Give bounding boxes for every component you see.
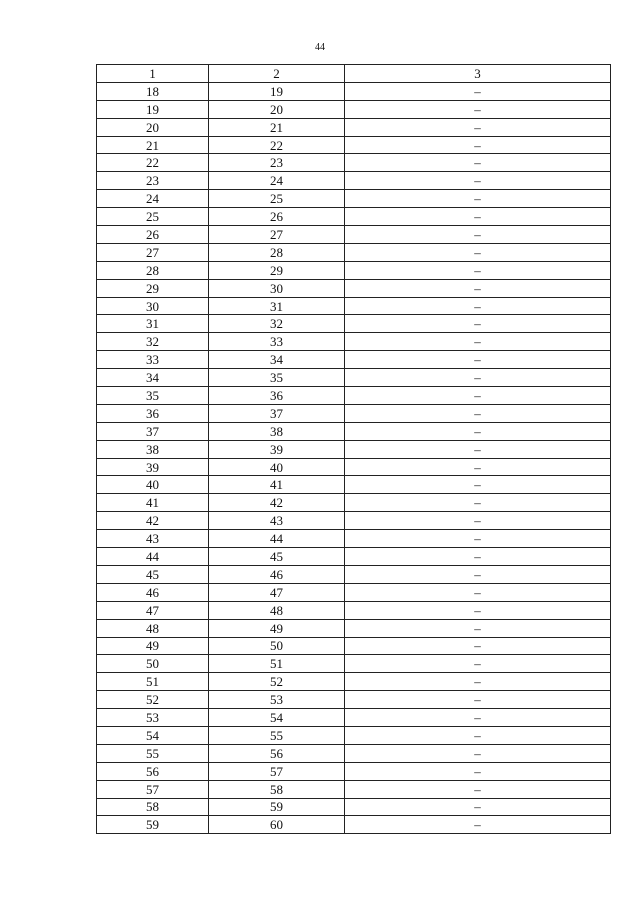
table-row [97,333,611,351]
table-cell-col1: 40 [97,476,209,494]
table-cell-col2: 52 [209,673,345,691]
table-cell-col1: 52 [97,691,209,709]
table-cell-col1: 31 [97,315,209,333]
table-cell-col1: 34 [97,369,209,387]
table-cell-col3: – [345,780,611,798]
table-row [97,172,611,190]
table-cell-col2: 39 [209,440,345,458]
table-cell-col2: 37 [209,404,345,422]
table-cell-col1: 42 [97,512,209,530]
table-row [97,601,611,619]
table-cell-col3: – [345,154,611,172]
table-cell-col1: 28 [97,261,209,279]
table-cell-col2: 24 [209,172,345,190]
table-row [97,387,611,405]
table-row [97,440,611,458]
table-cell-col2: 29 [209,261,345,279]
table-cell-col2: 40 [209,458,345,476]
table-row [97,726,611,744]
table-row [97,118,611,136]
table-cell-col1: 35 [97,387,209,405]
table-cell-col3: – [345,548,611,566]
table-cell-col2: 34 [209,351,345,369]
table-row [97,691,611,709]
table-cell-col2: 33 [209,333,345,351]
table-cell-col1: 41 [97,494,209,512]
table-row [97,100,611,118]
table-cell-col3: – [345,440,611,458]
table-row [97,709,611,727]
table-cell-col3: – [345,458,611,476]
table-cell-col1: 58 [97,798,209,816]
table-cell-col3: – [345,637,611,655]
table-cell-col2: 36 [209,387,345,405]
table-cell-col2: 28 [209,243,345,261]
table-cell-col2: 58 [209,780,345,798]
table-row [97,297,611,315]
table-cell-col3: – [345,655,611,673]
column-header: 1 [97,65,209,83]
table-cell-col3: – [345,762,611,780]
table-row [97,226,611,244]
table-cell-col3: – [345,744,611,762]
table-cell-col2: 46 [209,565,345,583]
table-cell-col1: 51 [97,673,209,691]
table-cell-col1: 55 [97,744,209,762]
table-cell-col3: – [345,387,611,405]
table-row [97,404,611,422]
table-cell-col3: – [345,82,611,100]
table-cell-col1: 44 [97,548,209,566]
table-cell-col3: – [345,422,611,440]
table-cell-col3: – [345,709,611,727]
table-row [97,82,611,100]
table-cell-col3: – [345,351,611,369]
table-row [97,136,611,154]
table-cell-col2: 27 [209,226,345,244]
table-cell-col3: – [345,100,611,118]
table-cell-col2: 23 [209,154,345,172]
table-cell-col1: 18 [97,82,209,100]
table-cell-col3: – [345,816,611,834]
table-row [97,780,611,798]
table-cell-col2: 26 [209,208,345,226]
table-cell-col1: 30 [97,297,209,315]
table-row [97,154,611,172]
table-cell-col1: 26 [97,226,209,244]
table-row [97,261,611,279]
table-cell-col1: 59 [97,816,209,834]
table-cell-col2: 47 [209,583,345,601]
table-cell-col2: 54 [209,709,345,727]
table-cell-col2: 53 [209,691,345,709]
table-cell-col1: 50 [97,655,209,673]
table-cell-col1: 23 [97,172,209,190]
table-cell-col3: – [345,494,611,512]
table-row [97,762,611,780]
table-cell-col3: – [345,512,611,530]
column-header: 2 [209,65,345,83]
table-cell-col1: 21 [97,136,209,154]
table-row [97,315,611,333]
table-cell-col2: 25 [209,190,345,208]
table-cell-col2: 19 [209,82,345,100]
table-cell-col1: 48 [97,619,209,637]
table-cell-col1: 47 [97,601,209,619]
table-cell-col3: – [345,726,611,744]
table-cell-col2: 55 [209,726,345,744]
table-cell-col3: – [345,118,611,136]
table-body [97,65,611,834]
table-cell-col2: 41 [209,476,345,494]
table-cell-col1: 27 [97,243,209,261]
table-cell-col3: – [345,404,611,422]
table-row [97,816,611,834]
table-cell-col2: 57 [209,762,345,780]
table-cell-col2: 43 [209,512,345,530]
table-cell-col3: – [345,333,611,351]
table-cell-col3: – [345,583,611,601]
table-cell-col3: – [345,208,611,226]
table-cell-col3: – [345,243,611,261]
table-row [97,548,611,566]
table-cell-col1: 43 [97,530,209,548]
table-cell-col1: 54 [97,726,209,744]
table-cell-col1: 29 [97,279,209,297]
table-row [97,637,611,655]
table-row [97,190,611,208]
table-cell-col2: 22 [209,136,345,154]
table-row [97,655,611,673]
table-cell-col2: 60 [209,816,345,834]
table-cell-col2: 32 [209,315,345,333]
table-cell-col2: 38 [209,422,345,440]
table-cell-col3: – [345,369,611,387]
table-cell-col2: 20 [209,100,345,118]
table-cell-col1: 25 [97,208,209,226]
table-cell-col3: – [345,565,611,583]
table-cell-col2: 48 [209,601,345,619]
table-row [97,494,611,512]
table-cell-col2: 21 [209,118,345,136]
table-row [97,673,611,691]
table-row [97,243,611,261]
table-cell-col2: 50 [209,637,345,655]
table-cell-col1: 37 [97,422,209,440]
table-cell-col1: 22 [97,154,209,172]
table-row [97,512,611,530]
table-cell-col1: 39 [97,458,209,476]
table-cell-col1: 33 [97,351,209,369]
table-cell-col3: – [345,476,611,494]
table-cell-col1: 49 [97,637,209,655]
table-cell-col3: – [345,279,611,297]
table-row [97,619,611,637]
table-row [97,583,611,601]
table-cell-col2: 59 [209,798,345,816]
table-cell-col1: 53 [97,709,209,727]
table-cell-col2: 31 [209,297,345,315]
table-cell-col2: 45 [209,548,345,566]
table-cell-col3: – [345,226,611,244]
table-cell-col1: 24 [97,190,209,208]
table-cell-col2: 35 [209,369,345,387]
table-cell-col3: – [345,261,611,279]
table-row [97,279,611,297]
table-row [97,744,611,762]
table-cell-col3: – [345,798,611,816]
table-cell-col3: – [345,691,611,709]
table-row [97,565,611,583]
table-header-row [97,65,611,83]
table-row [97,476,611,494]
table-row [97,798,611,816]
table-cell-col3: – [345,601,611,619]
table-cell-col1: 57 [97,780,209,798]
table-cell-col3: – [345,619,611,637]
table-cell-col1: 38 [97,440,209,458]
table-cell-col1: 45 [97,565,209,583]
table-cell-col1: 20 [97,118,209,136]
table-row [97,208,611,226]
table-row [97,369,611,387]
table-cell-col3: – [345,673,611,691]
table-cell-col1: 46 [97,583,209,601]
table-cell-col3: – [345,315,611,333]
table-row [97,351,611,369]
table-cell-col3: – [345,172,611,190]
table-cell-col1: 19 [97,100,209,118]
table-cell-col1: 56 [97,762,209,780]
table-cell-col3: – [345,136,611,154]
table-row [97,458,611,476]
table-cell-col2: 44 [209,530,345,548]
table-cell-col3: – [345,190,611,208]
table-cell-col2: 49 [209,619,345,637]
table-cell-col2: 42 [209,494,345,512]
table-cell-col1: 36 [97,404,209,422]
table-cell-col2: 51 [209,655,345,673]
table-cell-col2: 56 [209,744,345,762]
table-cell-col2: 30 [209,279,345,297]
table-cell-col3: – [345,297,611,315]
table-row [97,422,611,440]
table-cell-col1: 32 [97,333,209,351]
table-cell-col3: – [345,530,611,548]
column-header: 3 [345,65,611,83]
table-row [97,530,611,548]
page-number: 44 [315,42,325,53]
data-table [96,64,611,834]
